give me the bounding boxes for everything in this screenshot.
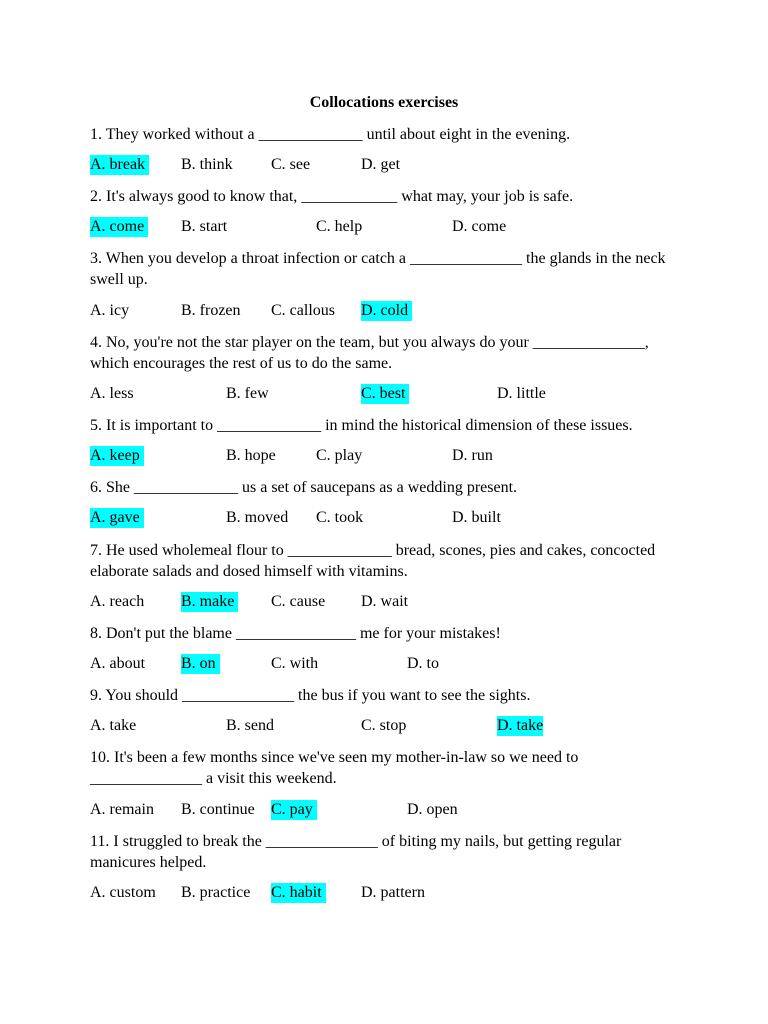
document-title: Collocations exercises	[309, 94, 459, 111]
answer-option: B. practice	[181, 884, 251, 901]
question-text: 4. No, you're not the star player on the team, but you always do your ______________, which encourages the rest of us to do the same.	[90, 334, 649, 372]
question-text: 11. I struggled to break the ______________ of biting my nails, but getting regular manicures helped.	[90, 833, 622, 871]
answer-option: C. help	[316, 218, 363, 235]
question-text: 3. When you develop a throat infection or catch a ______________ the glands in the neck swell up.	[90, 250, 666, 288]
answer-option: C. callous	[271, 302, 335, 319]
answer-option: B. frozen	[181, 302, 241, 319]
answer-option: A. custom	[90, 884, 156, 901]
question-text: 10. It's been a few months since we've seen my mother-in-law so we need to ______________ a visit this weekend.	[90, 749, 579, 787]
answer-options	[90, 716, 690, 736]
answer-option: D. wait	[361, 593, 409, 610]
answer-option: B. start	[181, 218, 228, 235]
answer-option: D. come	[452, 218, 507, 235]
answer-option: D. get	[361, 156, 401, 173]
question-text: 5. It is important to _____________ in mind the historical dimension of these issues.	[90, 417, 633, 434]
answer-option-highlighted: C. best	[361, 385, 410, 402]
answer-option: B. hope	[226, 447, 276, 464]
answer-option: B. moved	[226, 509, 289, 526]
answer-option: C. took	[316, 509, 364, 526]
answer-option-highlighted: A. gave	[90, 509, 144, 526]
answer-option-highlighted: A. come	[90, 218, 149, 235]
answer-options	[90, 883, 690, 903]
answer-options	[90, 800, 690, 820]
answer-option: A. reach	[90, 593, 145, 610]
answer-options	[90, 592, 690, 612]
answer-option: C. with	[271, 655, 319, 672]
question-text: 2. It's always good to know that, ____________ what may, your job is safe.	[90, 188, 574, 205]
answer-option: D. little	[497, 385, 546, 402]
question-text: 7. He used wholemeal flour to _____________ bread, scones, pies and cakes, concocted elaborate salads and dosed himself with vitamins.	[90, 542, 656, 580]
answer-option: A. icy	[90, 302, 130, 319]
answer-option: C. stop	[361, 717, 407, 734]
answer-option: D. to	[407, 655, 439, 672]
answer-option: D. open	[407, 801, 458, 818]
answer-option-highlighted: C. pay	[271, 801, 317, 818]
answer-options	[90, 654, 690, 674]
answer-option-highlighted: A. break	[90, 156, 150, 173]
answer-option: B. continue	[181, 801, 255, 818]
answer-option-highlighted: D. take	[497, 717, 544, 734]
answer-option: D. built	[452, 509, 501, 526]
answer-option: A. about	[90, 655, 146, 672]
answer-option-highlighted: B. on	[181, 655, 220, 672]
answer-option: C. play	[316, 447, 363, 464]
question-text: 6. She _____________ us a set of saucepans as a wedding present.	[90, 479, 518, 496]
answer-options	[90, 155, 690, 175]
question-text: 8. Don't put the blame _______________ me for your mistakes!	[90, 625, 501, 642]
answer-options	[90, 384, 690, 404]
answer-option: C. see	[271, 156, 311, 173]
answer-option: B. think	[181, 156, 233, 173]
answer-option: C. cause	[271, 593, 326, 610]
answer-option: B. send	[226, 717, 274, 734]
answer-option: A. remain	[90, 801, 154, 818]
answer-option: A. less	[90, 385, 134, 402]
answer-option-highlighted: B. make	[181, 593, 239, 610]
answer-option-highlighted: C. habit	[271, 884, 326, 901]
question-text: 9. You should ______________ the bus if you want to see the sights.	[90, 687, 531, 704]
answer-option: A. take	[90, 717, 137, 734]
answer-option-highlighted: D. cold	[361, 302, 413, 319]
question-text: 1. They worked without a _____________ until about eight in the evening.	[90, 126, 571, 143]
answer-options	[90, 217, 690, 237]
answer-options	[90, 508, 690, 528]
answer-option: D. pattern	[361, 884, 425, 901]
answer-options	[90, 301, 690, 321]
answer-options	[90, 446, 690, 466]
answer-option: D. run	[452, 447, 493, 464]
answer-option: B. few	[226, 385, 269, 402]
answer-option-highlighted: A. keep	[90, 447, 144, 464]
